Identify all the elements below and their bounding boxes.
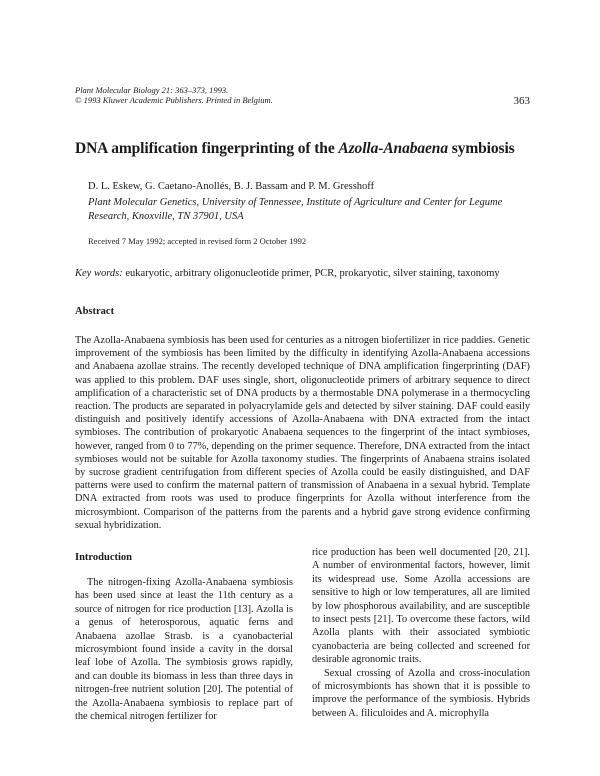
- affiliation: Plant Molecular Genetics, University of Tennessee, Institute of Agriculture and Center for Legume Research, Knoxville, TN 37901, USA: [88, 197, 503, 222]
- keywords: [75, 268, 535, 279]
- journal-citation: Plant Molecular Biology 21: 363–373, 1993.: [75, 85, 229, 95]
- publisher-line: © 1993 Kluwer Academic Publishers. Printed in Belgium.: [75, 95, 273, 105]
- title-prefix: DNA amplification fingerprinting of the: [75, 140, 339, 157]
- abstract-heading: Abstract: [75, 306, 115, 317]
- received-date: Received 7 May 1992; accepted in revised form 2 October 1992: [88, 236, 307, 246]
- intro-paragraph-continued: rice production has been well documented [20, 21]. A number of environmental factors, however, limit its widespread use. Some Azolla accessions are sensitive to high or low temperatures, all are limited by low phosphorous availability, and are susceptible to insect pests [21]. To overcome these factors, wild Azolla plants with their associated symbiotic cyanobacteria are being collected and screened for desirable agronomic traits.: [312, 547, 530, 666]
- article-title: [75, 140, 535, 158]
- intro-paragraph-sexual-crossing: Sexual crossing of Azolla and cross-inoculation of microsymbionts has shown that it is possible to improve the performance of the symbiosis. Hybrids between A. filiculoides and A. microphylla: [312, 667, 530, 719]
- abstract-text: The Azolla-Anabaena symbiosis has been used for centuries as a nitrogen biofertilizer in rice paddies. Genetic improvement of the symbiosis has been limited by the difficulty in identifying Azolla-Anabaena accessions and Anabaena azollae strains. The recently developed technique of DNA amplification fingerprinting (DAF) was applied to this problem. DAF uses single, short, oligonucleotide primers of arbitrary sequence to direct amplification of a characteristic set of DNA products by a thermostable DNA polymerase in a thermocycling reaction. The products are separated in polyacrylamide gels and detected by silver staining. DAF could easily distinguish and positively identify accessions of Azolla-Anabaena with DNA extracted from the intact symbioses. The contribution of prokaryotic Anabaena sequences to the fingerprint of the intact symbioses, however, ranged from 0 to 77%, depending on the primer sequence. Therefore, DNA extracted from the intact symbioses would not be suitable for Azolla taxonomy studies. The fingerprints of Anabaena strains isolated by sucrose gradient centrifugation from different species of Azolla could be easily distinguished, and DAF patterns were used to confirm the maternal pattern of transmission of Anabaena in a sexual hybrid. Template DNA extracted from roots was used to produce fingerprints for Azolla without interference from the microsymbiont. Comparison of the patterns from the parents and a hybrid gave strong evidence confirming sexual hybridization.: [75, 335, 530, 531]
- journal-header: [75, 85, 273, 105]
- keywords-text: eukaryotic, arbitrary oligonucleotide primer, PCR, prokaryotic, silver staining, taxonomy: [122, 268, 500, 279]
- authors: D. L. Eskew, G. Caetano-Anollés, B. J. Bassam and P. M. Gresshoff: [88, 181, 375, 192]
- title-italic: Azolla-Anabaena: [338, 140, 448, 157]
- introduction-column-left: [75, 576, 293, 723]
- title-suffix: symbiosis: [447, 140, 515, 157]
- keywords-label: Key words:: [75, 268, 123, 279]
- introduction-column-right: [312, 546, 530, 720]
- introduction-heading: Introduction: [75, 552, 132, 563]
- page-number: 363: [513, 95, 530, 107]
- intro-paragraph: The nitrogen-fixing Azolla-Anabaena symbiosis has been used since at least the 11th century as a source of nitrogen for rice production [13]. Azolla is a genus of heterosporous, aquatic ferns and Anabaena azollae Strasb. is a cyanobacterial microsymbiont found inside a cavity in the dorsal leaf lobe of Azolla. The symbiosis grows rapidly, and can double its biomass in less than three days in nitrogen-free nutrient solution [20]. The potential of the Azolla-Anabaena symbiosis to replace part of the chemical nitrogen fertilizer for: [75, 577, 293, 723]
